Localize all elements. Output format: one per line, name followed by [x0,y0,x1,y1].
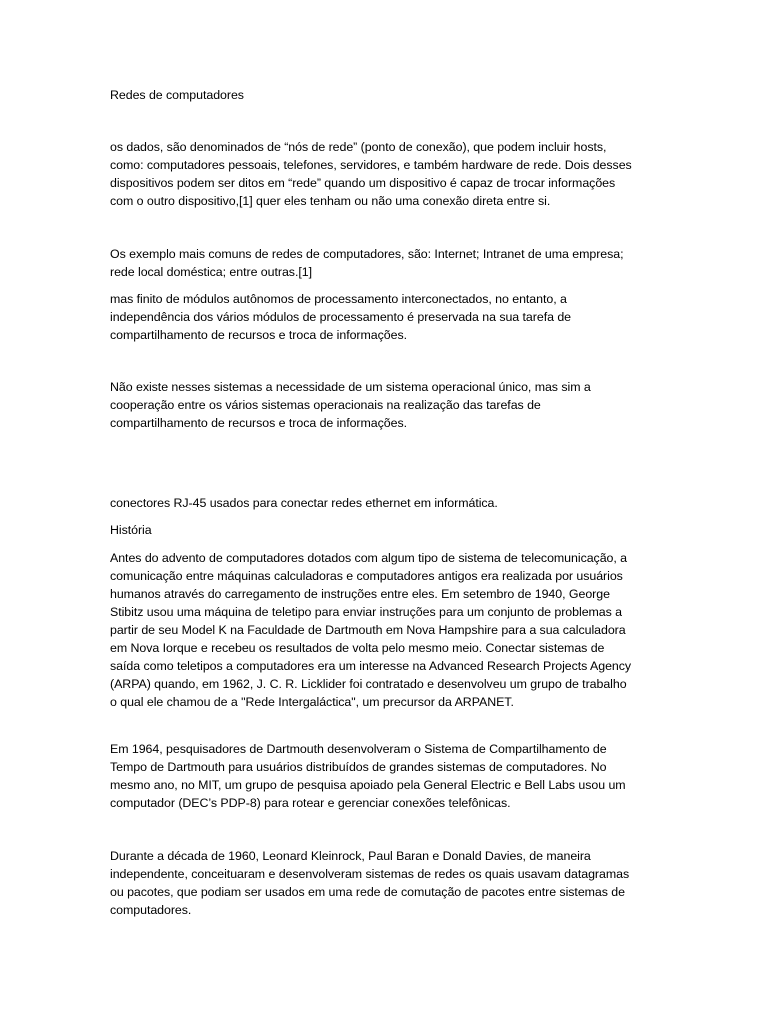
paragraph-history-telecom: Antes do advento de computadores dotados com algum tipo de sistema de telecomunicação, a comunicação entre máquinas calculadoras e computadores antigos era realizada por usuários humanos através do carregamento de instruções entre eles. Em setembro de 1940, George Stibitz usou uma máquina de teletipo para enviar instruções para um conjunto de problemas a partir de seu Model K na Faculdade de Dartmouth em Nova Hampshire para a sua calculadora em Nova Iorque e recebeu os resultados de volta pelo mesmo meio. Conectar sistemas de saída como teletipos a computadores era um interesse na Advanced Research Projects Agency (ARPA) quando, em 1962, J. C. R. Licklider foi contratado e desenvolveu um grupo de trabalho o qual ele chamou de a "Rede Intergaláctica", um precursor da ARPANET. [110,551,632,709]
paragraph-operating-systems: Não existe nesses sistemas a necessidade de um sistema operacional único, mas sim a cooperação entre os vários sistemas operacionais na realização das tarefas de compartilhamento de recursos e troca de informações. [110,380,591,430]
paragraph-network-nodes: os dados, são denominados de “nós de rede” (ponto de conexão), que podem incluir hosts, como: computadores pessoais, telefones, servidores, e também hardware de rede. Dois desses dispositivos podem ser ditos em “rede” quando um dispositivo é capaz de trocar informações com o outro dispositivo,[1] quer eles tenham ou não uma conexão direta entre si. [110,140,632,208]
paragraph-common-examples: Os exemplo mais comuns de redes de computadores, são: Internet; Intranet de uma empresa; rede local doméstica; entre outras.[1] [110,247,624,279]
section-heading-historia: História [110,523,152,537]
paragraph-rj45-connectors: conectores RJ-45 usados para conectar redes ethernet em informática. [110,496,498,510]
document-title: Redes de computadores [110,88,244,102]
paragraph-autonomous-modules: mas finito de módulos autônomos de processamento interconectados, no entanto, a independência dos vários módulos de processamento é preservada na sua tarefa de compartilhamento de recursos e troca de informações. [110,292,571,342]
paragraph-packet-switching: Durante a década de 1960, Leonard Kleinrock, Paul Baran e Donald Davies, de maneira independente, conceituaram e desenvolveram sistemas de redes os quais usavam datagramas ou pacotes, que podiam ser usados em uma rede de comutação de pacotes entre sistemas de computadores. [110,849,630,917]
paragraph-dartmouth-1964: Em 1964, pesquisadores de Dartmouth desenvolveram o Sistema de Compartilhamento de Tempo de Dartmouth para usuários distribuídos de grandes sistemas de computadores. No mesmo ano, no MIT, um grupo de pesquisa apoiado pela General Electric e Bell Labs usou um computador (DEC’s PDP-8) para rotear e gerenciar conexões telefônicas. [110,742,626,810]
